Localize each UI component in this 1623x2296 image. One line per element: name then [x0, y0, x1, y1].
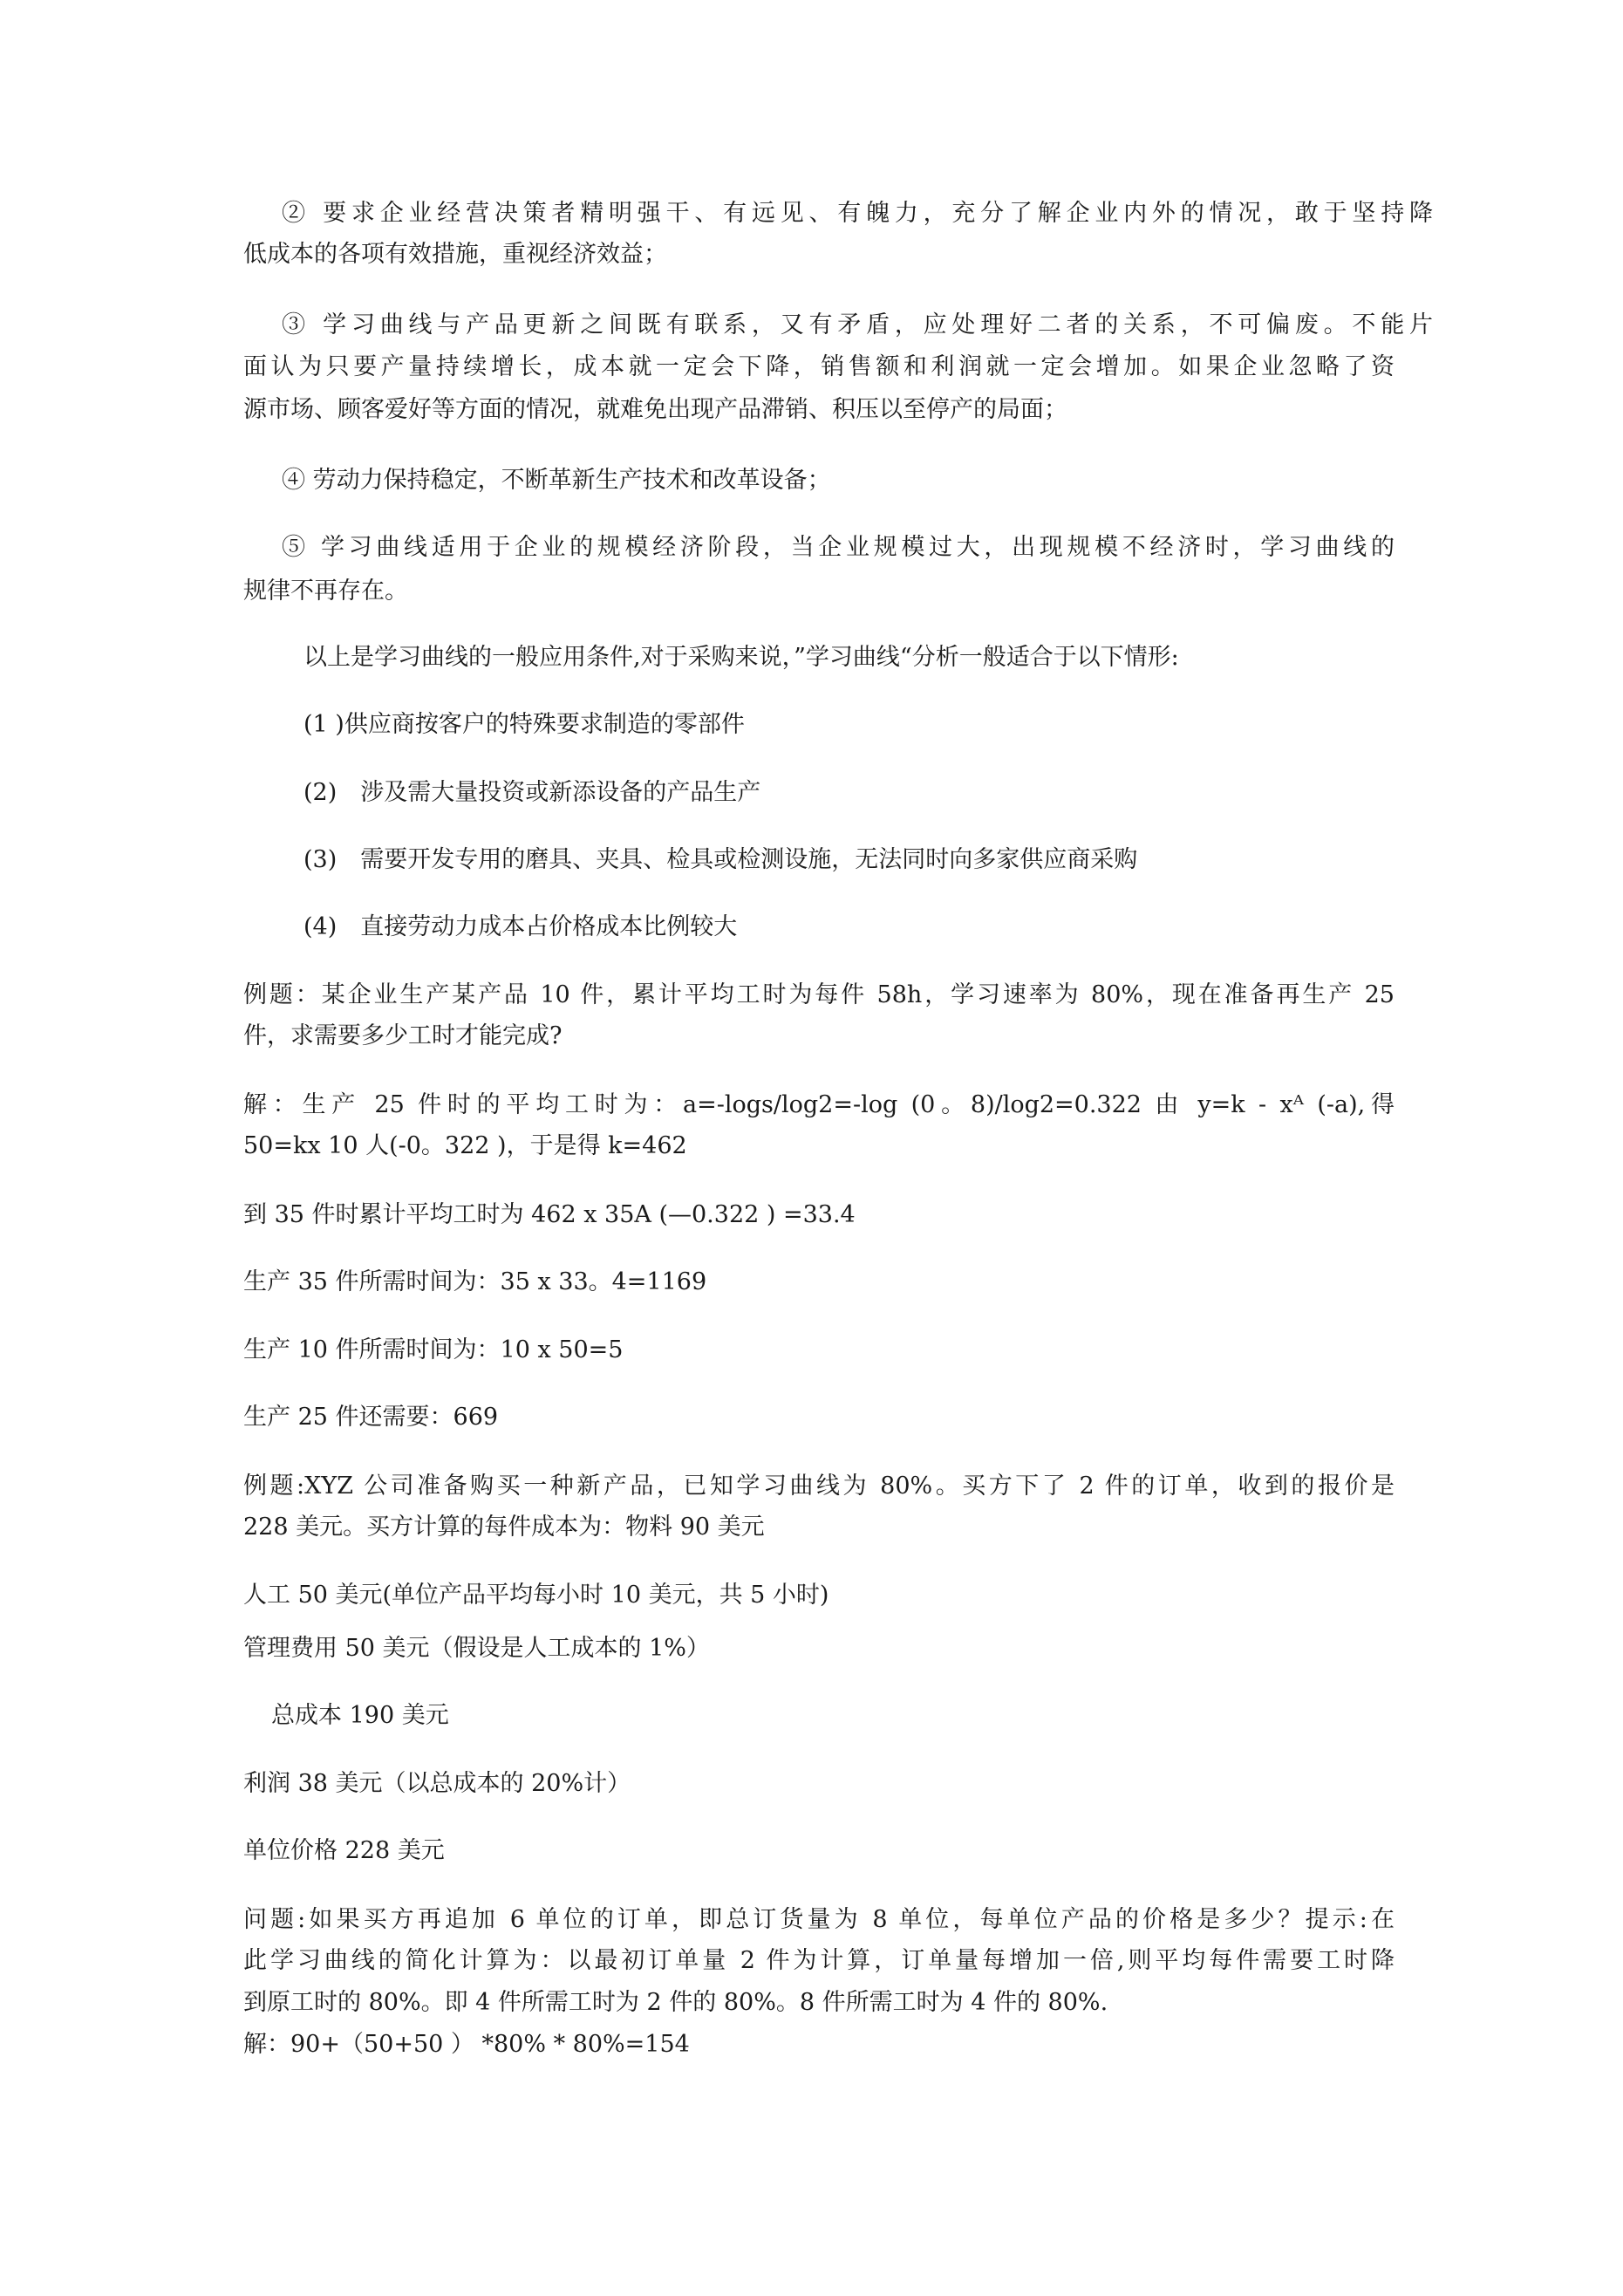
paragraph-line: 例题：某企业生产某产品 10 件，累计平均工时为每件 58h，学习速率为 80%，现在准备再生产 25 — [243, 981, 1395, 1008]
paragraph-line: 规律不再存在。 — [243, 577, 408, 605]
paragraph-line: 228 美元。买方计算的每件成本为：物料 90 美元 — [243, 1514, 765, 1541]
paragraph-line: 50=kx 10 人(-0。322 )，于是得 k=462 — [243, 1132, 687, 1159]
list-item: (1 )供应商按客户的特殊要求制造的零部件 — [303, 711, 745, 738]
paragraph-line: 生产 35 件所需时间为：35 x 33。4=1169 — [243, 1268, 707, 1295]
paragraph-line: 利润 38 美元（以总成本的 20%计） — [243, 1770, 631, 1797]
paragraph-line: ② 要求企业经营决策者精明强干、有远见、有魄力，充分了解企业内外的情况，敢于坚持降 — [282, 200, 1433, 227]
paragraph-line: 例题:XYZ 公司准备购买一种新产品，已知学习曲线为 80%。买方下了 2 件的订单，收到的报价是 — [243, 1473, 1395, 1500]
paragraph-line: 生产 25 件还需要：669 — [243, 1404, 499, 1431]
paragraph-line: 解：90+（50+50 ） *80% * 80%=154 — [243, 2031, 690, 2058]
paragraph-line: 解：生产 25 件时的平均工时为：a=-logs/log2=-log (0。8)/log2=0.322 由 y=k - xᴬ (-a),得 — [243, 1091, 1395, 1118]
paragraph-line: 问题:如果买方再追加 6 单位的订单，即总订货量为 8 单位，每单位产品的价格是多少？提示:在 — [243, 1906, 1395, 1933]
paragraph-line: 总成本 190 美元 — [271, 1702, 449, 1729]
paragraph-line: 人工 50 美元(单位产品平均每小时 10 美元，共 5 小时) — [243, 1582, 829, 1609]
paragraph-line: 源市场、顾客爱好等方面的情况，就难免出现产品滞销、积压以至停产的局面； — [243, 396, 1067, 423]
paragraph-line: 到 35 件时累计平均工时为 462 x 35A (—0.322 ) =33.4 — [243, 1201, 856, 1228]
paragraph-line: ③ 学习曲线与产品更新之间既有联系，又有矛盾，应处理好二者的关系，不可偏废。不能片 — [282, 311, 1433, 338]
paragraph-line: 管理费用 50 美元（假设是人工成本的 1%） — [243, 1635, 710, 1662]
paragraph-line: 件，求需要多少工时才能完成? — [243, 1022, 563, 1049]
paragraph-line: 面认为只要产量持续增长，成本就一定会下降，销售额和利润就一定会增加。如果企业忽略了资 — [243, 353, 1395, 380]
paragraph-line: 此学习曲线的简化计算为：以最初订单量 2 件为计算，订单量每增加一倍,则平均每件需要工时降 — [243, 1947, 1395, 1974]
paragraph-line: 低成本的各项有效措施，重视经济效益； — [243, 241, 667, 268]
paragraph-line: 生产 10 件所需时间为：10 x 50=5 — [243, 1336, 624, 1363]
paragraph-line: ⑤ 学习曲线适用于企业的规模经济阶段，当企业规模过大，出现规模不经济时，学习曲线的 — [282, 534, 1395, 561]
paragraph-line: 以上是学习曲线的一般应用条件,对于采购来说，”学习曲线“分析一般适合于以下情形: — [303, 644, 1179, 671]
paragraph-line: ④ 劳动力保持稳定，不断革新生产技术和改革设备； — [282, 467, 831, 494]
list-item: (4) 直接劳动力成本占价格成本比例较大 — [303, 913, 738, 940]
list-item: (2) 涉及需大量投资或新添设备的产品生产 — [303, 779, 761, 806]
paragraph-line: 单位价格 228 美元 — [243, 1837, 445, 1864]
list-item: (3) 需要开发专用的磨具、夹具、检具或检测设施，无法同时向多家供应商采购 — [303, 846, 1138, 873]
paragraph-line: 到原工时的 80%。即 4 件所需工时为 2 件的 80%。8 件所需工时为 4 件的 80%. — [243, 1989, 1108, 2016]
